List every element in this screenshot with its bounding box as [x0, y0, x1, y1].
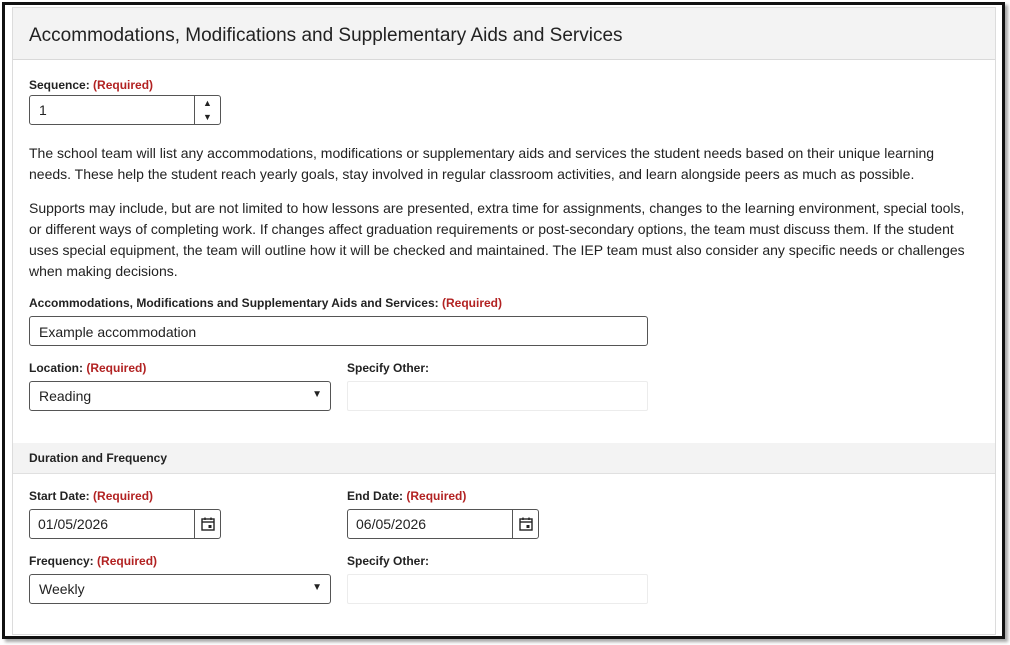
calendar-icon[interactable]	[512, 510, 538, 538]
window-frame	[2, 2, 1005, 639]
end-date-value: 06/05/2026	[356, 516, 427, 532]
accommodation-input[interactable]	[29, 316, 648, 346]
chevron-down-icon: ▼	[312, 582, 322, 593]
frequency-select[interactable]	[29, 574, 331, 604]
sequence-value: 1	[39, 102, 47, 118]
frequency-value: Weekly	[39, 581, 85, 597]
start-date-label-text: Start Date:	[29, 489, 90, 503]
sequence-stepper[interactable]	[29, 95, 221, 125]
location-select[interactable]	[29, 381, 331, 411]
required-indicator: (Required)	[441, 296, 502, 310]
end-date-input[interactable]	[347, 509, 539, 539]
sequence-label	[29, 78, 153, 92]
panel-header	[13, 8, 995, 60]
required-indicator: (Required)	[97, 554, 158, 568]
start-date-value: 01/05/2026	[38, 516, 109, 532]
frequency-other-input[interactable]	[347, 574, 648, 604]
frequency-other-label: Specify Other:	[347, 554, 430, 568]
accommodation-value: Example accommodation	[39, 324, 197, 340]
location-value: Reading	[39, 388, 92, 404]
start-date-label	[29, 489, 153, 503]
location-other-input[interactable]	[347, 381, 648, 411]
required-indicator: (Required)	[86, 361, 147, 375]
form-panel	[12, 7, 996, 635]
frequency-label	[29, 554, 157, 568]
location-label-text: Location:	[29, 361, 83, 375]
intro-paragraph-2: Supports may include, but are not limited to how lessons are presented, extra time for assignments, changes to the learning environment, special tools, or different ways of completing work. If changes affect graduation requirements or post-secondary options, the team must discuss them. If the student uses special equipment, the team will outline how it will be checked and maintained. The IEP team must also consider any specific needs or challenges when making decisions.	[29, 200, 965, 279]
stepper-buttons	[194, 96, 220, 124]
location-other-label: Specify Other:	[347, 361, 430, 375]
stepper-up-icon[interactable]: ▲	[203, 98, 212, 108]
location-label	[29, 361, 146, 375]
duration-section-header	[13, 443, 995, 474]
accommodation-label	[29, 296, 502, 310]
required-indicator: (Required)	[93, 489, 154, 503]
sequence-label-text: Sequence:	[29, 78, 90, 92]
end-date-label	[347, 489, 466, 503]
frequency-label-text: Frequency:	[29, 554, 94, 568]
duration-section-title: Duration and Frequency	[29, 451, 168, 465]
calendar-icon[interactable]	[194, 510, 220, 538]
stepper-down-icon[interactable]: ▼	[203, 112, 212, 122]
start-date-input[interactable]	[29, 509, 221, 539]
accommodation-label-text: Accommodations, Modifications and Supplementary Aids and Services:	[29, 296, 439, 310]
required-indicator: (Required)	[93, 78, 154, 92]
intro-paragraph-1: The school team will list any accommodations, modifications or supplementary aids and services the student needs based on their unique learning needs. These help the student reach yearly goals, stay involved in regular classroom activities, and learn alongside peers as much as possible.	[29, 145, 935, 182]
chevron-down-icon: ▼	[312, 389, 322, 400]
end-date-label-text: End Date:	[347, 489, 404, 503]
required-indicator: (Required)	[406, 489, 467, 503]
page-title: Accommodations, Modifications and Supplementary Aids and Services	[29, 25, 623, 46]
